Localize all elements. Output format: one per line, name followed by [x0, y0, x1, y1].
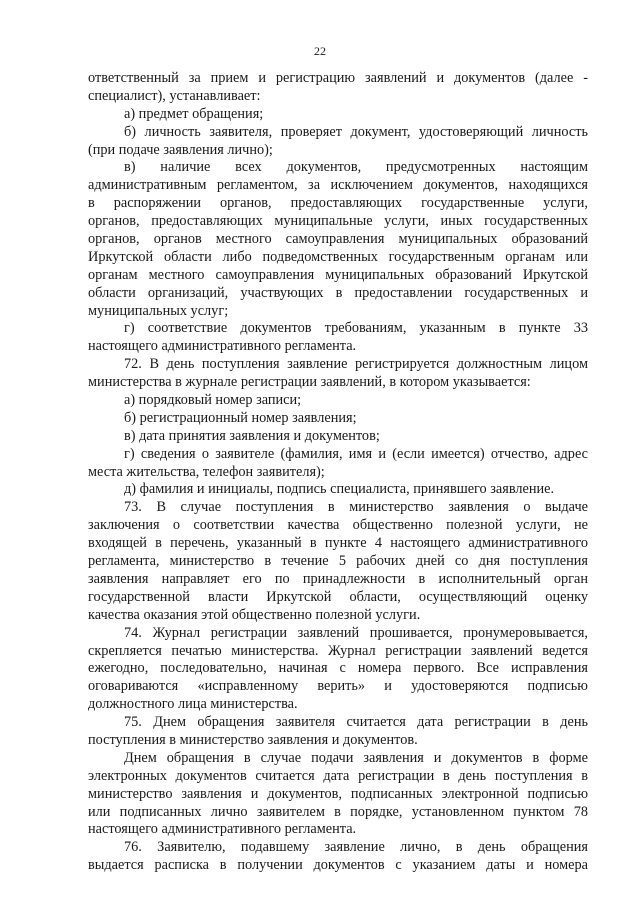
document-body: [88, 70, 588, 875]
text-line: настоящего административного регламента.: [88, 821, 357, 838]
text-line: б) регистрационный номер заявления;: [124, 409, 357, 426]
text-line: заключения о соответствии качества общественно полезной услуги, не: [88, 517, 588, 534]
text-line: 74. Журнал регистрации заявлений прошивается, пронумеровывается,: [124, 624, 588, 641]
text-line: министерства в журнале регистрации заявлений, в котором указывается:: [88, 374, 531, 391]
text-line: Иркутской области либо подведомственных государственным органам или: [88, 248, 588, 265]
text-line: органов, органов местного самоуправления муниципальных образований: [88, 231, 588, 248]
text-line: выдается расписка в получении документов с указанием даты и номера: [88, 857, 588, 874]
text-line: органам местного самоуправления муниципальных образований Иркутской: [88, 266, 588, 283]
text-line: г) соответствие документов требованиям, указанным в пункте 33: [124, 320, 588, 337]
text-line: государственной власти Иркутской области, осуществляющий оценку: [88, 588, 588, 605]
text-line: д) фамилия и инициалы, подпись специалиста, принявшего заявление.: [124, 481, 555, 498]
text-line: скрепляется печатью министерства. Журнал регистрации заявлений ведется: [88, 642, 588, 659]
text-line: административным регламентом, за исключением документов, находящихся: [88, 177, 588, 194]
text-line: 73. В случае поступления в министерство заявления о выдаче: [124, 499, 588, 516]
text-line: а) предмет обращения;: [124, 105, 264, 122]
text-line: качества оказания этой общественно полезной услуги.: [88, 606, 421, 623]
text-line: а) порядковый номер записи;: [124, 392, 302, 409]
text-line: входящей в перечень, указанный в пункте 4 настоящего административного: [88, 535, 588, 552]
text-line: должностного лица министерства.: [88, 696, 298, 713]
text-line: (при подаче заявления лично);: [88, 141, 273, 158]
text-line: области организаций, участвующих в предоставлении государственных и: [88, 284, 588, 301]
text-line: специалист), устанавливает:: [88, 87, 261, 104]
text-line: 72. В день поступления заявление регистрируется должностным лицом: [124, 356, 588, 373]
text-line: электронных документов считается дата регистрации в день поступления в: [88, 767, 588, 784]
text-line: настоящего административного регламента.: [88, 338, 357, 355]
text-line: в) наличие всех документов, предусмотренных настоящим: [124, 159, 588, 176]
text-line: муниципальных услуг;: [88, 302, 229, 319]
text-line: в) дата принятия заявления и документов;: [124, 427, 380, 444]
text-line: 76. Заявителю, подавшему заявление лично, в день обращения: [124, 839, 588, 856]
text-line: Днем обращения в случае подачи заявления и документов в форме: [124, 749, 588, 766]
text-line: регламента, министерство в течение 5 рабочих дней со дня поступления: [88, 553, 588, 570]
text-line: в распоряжении органов, предоставляющих государственные услуги,: [88, 195, 588, 212]
text-line: органов, предоставляющих муниципальные услуги, иных государственных: [88, 213, 588, 230]
text-line: 75. Днем обращения заявителя считается дата регистрации в день: [124, 714, 588, 731]
text-line: б) личность заявителя, проверяет документ, удостоверяющий личность: [124, 123, 588, 140]
text-line: поступления в министерство заявления и документов.: [88, 731, 418, 748]
text-line: заявления направляет его по принадлежности в исполнительный орган: [88, 570, 588, 587]
text-line: оговариваются «исправленному верить» и удостоверяются подписью: [88, 678, 588, 695]
text-line: ежегодно, последовательно, начиная с номера первого. Все исправления: [88, 660, 588, 677]
text-line: или подписанных лично заявителем в порядке, установленном пунктом 78: [88, 803, 588, 820]
page-number: 22: [314, 44, 326, 58]
text-line: ответственный за прием и регистрацию заявлений и документов (далее -: [88, 70, 588, 86]
text-line: министерство заявления и документов, подписанных электронной подписью: [88, 785, 588, 802]
text-line: г) сведения о заявителе (фамилия, имя и (если имеется) отчество, адрес: [124, 445, 588, 462]
text-line: места жительства, телефон заявителя);: [88, 463, 325, 480]
